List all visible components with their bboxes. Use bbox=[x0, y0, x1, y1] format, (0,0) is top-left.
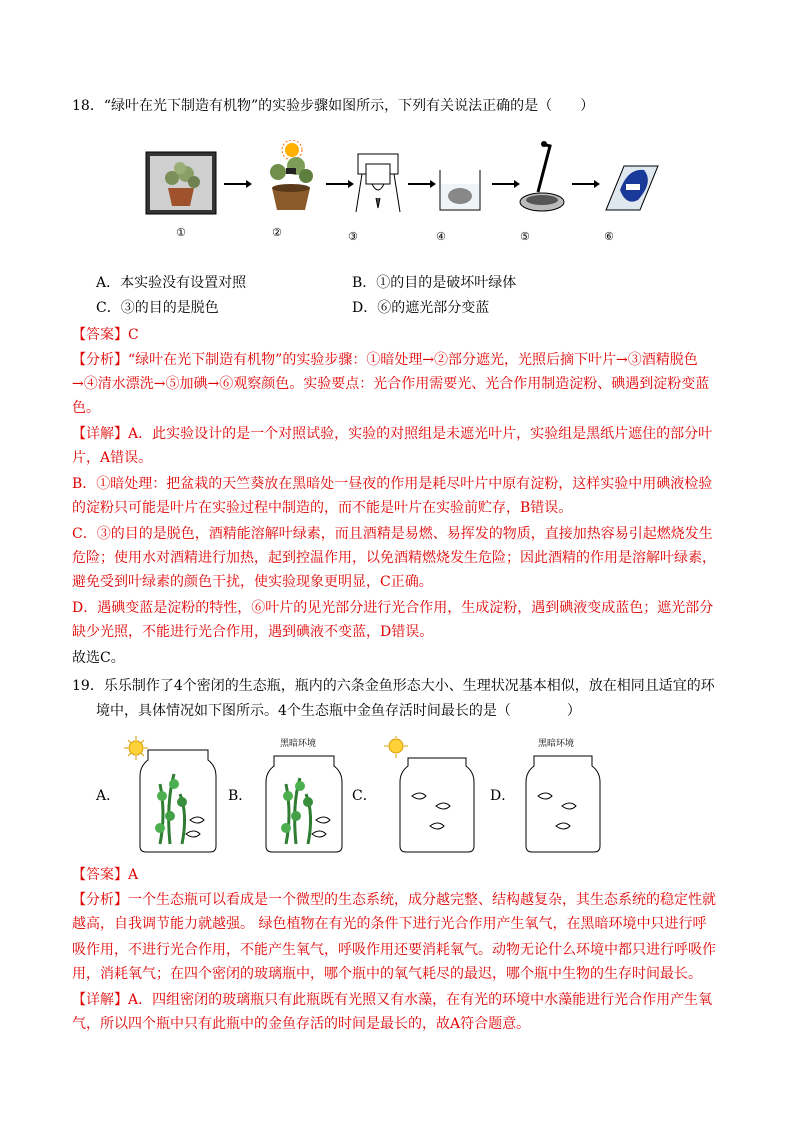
detail-line: 缺少光照，不能进行光合作用，遇到碘液不变蓝，D错误。 bbox=[72, 624, 434, 640]
dark-env-label: 黑暗环境 bbox=[280, 739, 317, 749]
detail-line: 避免受到叶绿素的颜色干扰，使实验现象更明显，C正确。 bbox=[72, 574, 433, 590]
jar-d bbox=[526, 737, 600, 852]
answer: 【答案】A bbox=[72, 867, 139, 883]
analysis-line: →④清水漂洗→⑤加碘→⑥观察颜色。实验要点：光合作用需要光、光合作用制造淀粉、碘遇到淀粉变蓝 bbox=[72, 376, 710, 392]
detail-line: D．遇碘变蓝是淀粉的特性，⑥叶片的见光部分进行光合作用，生成淀粉，遇到碘液变成蓝色；遮光部分 bbox=[72, 600, 714, 616]
jar-label-a: A． bbox=[96, 788, 121, 804]
option-c: C．③的目的是脱色 bbox=[96, 300, 219, 316]
conclusion: 故选C。 bbox=[72, 650, 125, 666]
step-label: ③ bbox=[348, 230, 358, 243]
detail-line: 的淀粉只可能是叶片在实验过程中制造的，而不能是叶片在实验前贮存，B错误。 bbox=[72, 500, 573, 516]
detail-line: B．①暗处理：把盆栽的天竺葵放在黑暗处一昼夜的作用是耗尽叶片中原有淀粉，这样实验中用碘液检验 bbox=[72, 476, 713, 492]
jar-label-d: D． bbox=[490, 788, 516, 804]
detail-line: 气，所以四个瓶中只有此瓶中的金鱼存活的时间是最长的，故A符合题意。 bbox=[72, 1016, 531, 1032]
sun-icon bbox=[384, 736, 408, 758]
step-label: ⑤ bbox=[520, 230, 530, 243]
jar-c bbox=[384, 736, 474, 852]
step3-water-bath bbox=[356, 154, 400, 212]
detail-line: 【详解】A．四组密闭的玻璃瓶只有此瓶既有光照又有水藻，在有光的环境中水藻能进行光合作用产生氧 bbox=[72, 992, 713, 1008]
analysis-line: 【分析】一个生态瓶可以看成是一个微型的生态系统，成分越完整、结构越复杂，其生态系统的稳定性就 bbox=[72, 892, 716, 908]
analysis-line: 【分析】“绿叶在光下制造有机物”的实验步骤：①暗处理→②部分遮光，光照后摘下叶片→③酒精脱色 bbox=[72, 352, 698, 368]
detail-line: 危险；使用水对酒精进行加热，起到控温作用，以免酒精燃烧发生危险；因此酒精的作用是溶解叶绿素， bbox=[72, 550, 716, 566]
detail-line: 片，A错误。 bbox=[72, 450, 153, 466]
sun-icon bbox=[124, 736, 148, 760]
detail-line: C．③的目的是脱色，酒精能溶解叶绿素，而且酒精是易燃、易挥发的物质，直接加热容易引起燃烧发生 bbox=[72, 526, 713, 542]
q18-stem: 18．“绿叶在光下制造有机物”的实验步骤如图所示，下列有关说法正确的是（ ） bbox=[72, 98, 595, 114]
step-label: ④ bbox=[436, 230, 446, 243]
option-b: B．①的目的是破坏叶绿体 bbox=[352, 275, 517, 291]
jar-label-b: B． bbox=[228, 788, 253, 804]
analysis-line: 吸作用，不进行光合作用，不能产生氧气，呼吸作用还要消耗氧气。动物无论什么环境中都只进行呼吸作 bbox=[72, 942, 716, 958]
step-label: ⑥ bbox=[604, 230, 614, 243]
option-d: D．⑥的遮光部分变蓝 bbox=[352, 300, 490, 316]
step2-plant-sun bbox=[270, 140, 313, 210]
dark-env-label: 黑暗环境 bbox=[538, 739, 575, 749]
step4-beaker bbox=[440, 170, 480, 210]
q19-stem: 19．乐乐制作了4个密闭的生态瓶，瓶内的六条金鱼形态大小、生理状况基本相似，放在相同且适宜的环 bbox=[72, 678, 715, 694]
step-label: ② bbox=[272, 226, 282, 239]
jar-label-c: C． bbox=[352, 788, 377, 804]
jar-b bbox=[266, 737, 342, 852]
analysis-line: 用，消耗氧气；在四个密闭的玻璃瓶中，哪个瓶中的氧气耗尽的最迟，哪个瓶中生物的生存时间最长。 bbox=[72, 966, 702, 982]
step6-leaf-result bbox=[606, 166, 658, 210]
option-a: A．本实验没有设置对照 bbox=[96, 275, 247, 291]
step1-dark-box bbox=[146, 152, 216, 214]
analysis-line: 色。 bbox=[72, 400, 100, 416]
q19-stem-cont: 境中，具体情况如下图所示。4个生态瓶中金鱼存活时间最长的是（ ） bbox=[96, 703, 581, 719]
step-label: ① bbox=[176, 226, 186, 239]
detail-line: 【详解】A．此实验设计的是一个对照试验，实验的对照组是未遮光叶片，实验组是黑纸片遮住的部分叶 bbox=[72, 426, 713, 442]
q18-experiment-figure bbox=[140, 140, 660, 250]
q19-jars-figure bbox=[90, 736, 650, 856]
step5-iodine-dish bbox=[520, 141, 564, 211]
answer: 【答案】C bbox=[72, 327, 139, 343]
analysis-line: 越高，自我调节能力就越强。 绿色植物在有光的条件下进行光合作用产生氧气，在黑暗环境中只进行呼 bbox=[72, 916, 707, 932]
jar-a bbox=[124, 736, 216, 852]
